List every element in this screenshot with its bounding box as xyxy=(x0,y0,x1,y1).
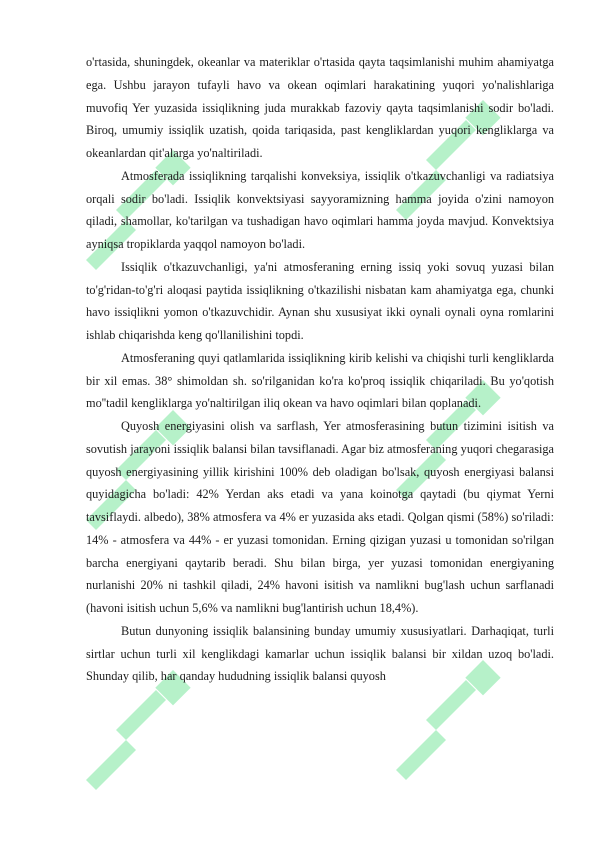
paragraph: Issiqlik o'tkazuvchanligi, ya'ni atmosferaning erning issiq yoki sovuq yuzasi bilan to'g'ridan-to'g'ri aloqasi paytida issiqlikning o'tkazilishi nisbatan kam ahamiyatga ega, chunki havo issiqlikni yomon o'tkazuvchidir. Aynan shu xususiyat ikki oynali oynali oyna romlarini ishlab chiqarishda keng qo'llanilishini topdi. xyxy=(86,259,554,342)
paragraph: o'rtasida, shuningdek, okeanlar va materiklar o'rtasida qayta taqsimlanishi muhim ahamiyatga ega. Ushbu jarayon tufayli havo va okean oqimlari harakatining yuqori yo'nalishlariga muvofiq Yer yuzasida issiqlikning juda murakkab fazoviy qayta taqsimlanishi sodir bo'ladi. Biroq, umumiy issiqlik uzatish, qoida tariqasida, past kengliklardan yuqori kengliklarga va okeanlardan qit'alarga yo'naltiriladi. xyxy=(86,55,554,160)
paragraph: Butun dunyoning issiqlik balansining bunday umumiy xususiyatlari. Darhaqiqat, turli sirtlar uchun turli xil kenglikdagi kamarlar uchun issiqlik balansi bir xildan uzoq bo'ladi. Shunday qilib, har qanday hududning issiqlik balansi quyosh xyxy=(86,623,554,684)
paragraph: Atmosferada issiqlikning tarqalishi konveksiya, issiqlik o'tkazuvchanligi va radiatsiya orqali sodir bo'ladi. Issiqlik konvektsiyasi sayyoramizning hamma joyida o'zini namoyon qiladi, shamollar, ko'tarilgan va tushadigan havo oqimlari hamma joyda mavjud. Konvektsiya ayniqsa tropiklarda yaqqol namoyon bo'ladi. xyxy=(86,168,554,251)
document-body xyxy=(86,51,554,688)
paragraph: Atmosferaning quyi qatlamlarida issiqlikning kirib kelishi va chiqishi turli kengliklarda bir xil emas. 38° shimoldan sh. so'rilganidan ko'ra ko'proq issiqlik chiqariladi. Bu yo'qotish mo''tadil kengliklarga yo'naltirilgan iliq okean va havo oqimlari bilan qoplanadi. xyxy=(86,350,554,411)
paragraph: Quyosh energiyasini olish va sarflash, Yer atmosferasining butun tizimini isitish va sovutish jarayoni issiqlik balansi bilan tavsiflanadi. Agar biz atmosferaning yuqori chegarasiga quyosh energiyasining yillik kirishini 100% deb oladigan bo'lsak, quyosh energiyasi balansi quyidagicha bo'ladi: 42% Yerdan aks etadi va yana koinotga qaytadi (bu qiymat Yerni tavsiflaydi. albedo), 38% atmosfera va 4% er yuzasida aks etadi. Qolgan qismi (58%) so'riladi: 14% - atmosfera va 44% - er yuzasi tomonidan. Erning qizigan yuzasi u tomonidan so'rilgan barcha energiyani qaytarib beradi. Shu bilan birga, yer yuzasi tomonidan energiyaning nurlanishi 20% ni tashkil qiladi, 24% havoni isitish va namlikni bug'lash uchun sarflanadi (havoni isitish uchun 5,6% va namlikni bug'lantirish uchun 18,4%). xyxy=(86,419,554,615)
